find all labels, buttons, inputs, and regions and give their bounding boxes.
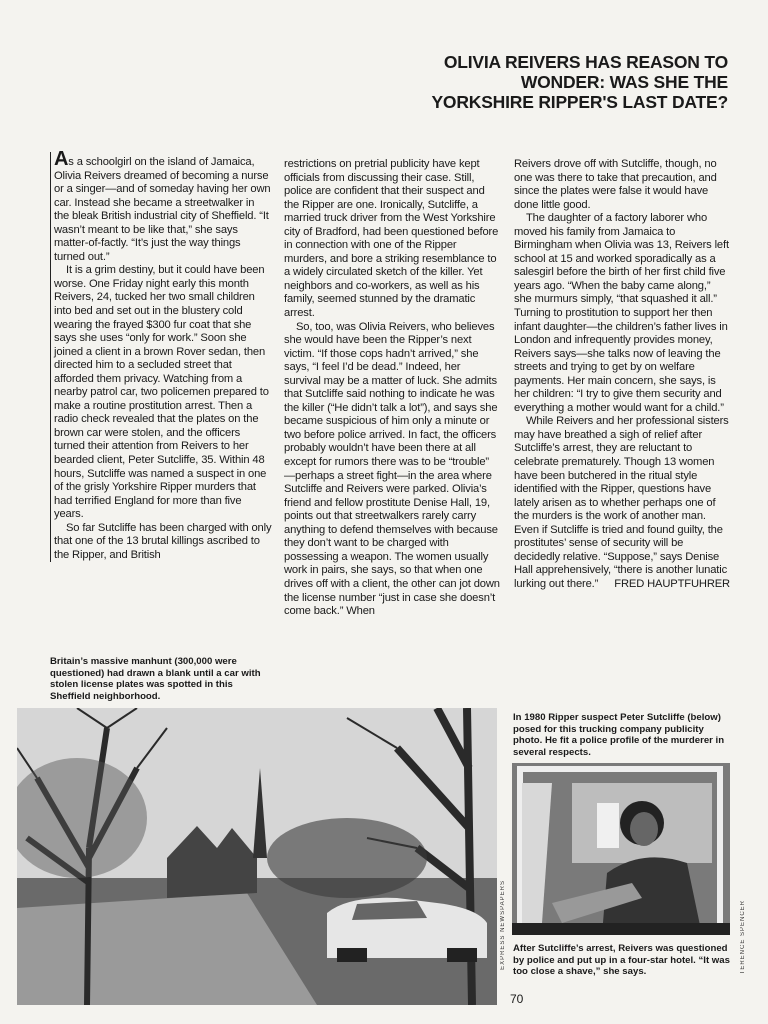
drop-cap: A [54,148,69,170]
article-paragraph [514,415,730,591]
article-column-3 [514,158,730,592]
street-scene-illustration [17,708,497,1005]
article-paragraph: The daughter of a factory laborer who moved his family from Jamaica to Birmingham when Olivia was 13, Reivers left school at 15 and worked sporadically as a salesgirl before the birth of her first child five years ago. “When the baby came along,” she murmurs simply, “that squashed it all.” Turning to prostitution to support her then infant daughter—the children’s father lives in London and infrequently provides money, Reivers says—she talks now of leaving the streets and trying to get by on welfare payments. Her main concern, she says, is her children: “I try to give them security and everything a mother would want for a child.” [514,212,729,414]
paragraph-text: s a schoolgirl on the island of Jamaica, Olivia Reivers dreamed of becoming a nurse or a singer—and of someday having her own car. Instead she became a streetwalker in the bleak British industrial city of Sheffield. “It wasn’t meant to be like that,” she says matter-of-factly. “It’s just the way things turned out.” [54,156,271,263]
photo-credit-street: EXPRESS NEWSPAPERS [500,880,506,970]
photo-credit-truck: TERENCE SPENCER [740,900,746,975]
street-photo [17,708,497,1005]
headline-line-3: YORKSHIRE RIPPER'S LAST DATE? [431,92,728,112]
byline: FRED HAUPTFUHRER [614,577,730,590]
headline-line-2: WONDER: WAS SHE THE [520,72,728,92]
article-paragraph: So far Sutcliffe has been charged with only that one of the 13 brutal killings ascribed to the Ripper, and British [54,521,272,561]
article-paragraph: Reivers drove off with Sutcliffe, though, no one was there to take that precaution, and since the plates were false it would have done little good. [514,158,717,211]
truck-photo [512,763,730,935]
article-paragraph: It is a grim destiny, but it could have been worse. One Friday night early this month Reivers, 24, tucked her two small children into bed and set out in the blustery cold wearing the frayed $300 fur coat that she says she uses “only for work.” Soon she joined a client in a brown Rover sedan, then directed him to a secluded street that afforded them privacy. Watching from a nearby patrol car, two policemen prepared to make a routine prostitution arrest. Then a radio check revealed that the plates on the brown car were stolen, and the officers turned their attention from Reivers to her bearded client, Peter Sutcliffe, 35. Within 48 hours, Sutcliffe was named a suspect in one of the grisly Yorkshire Ripper murders that had terrified England for more than five years. [54,264,269,521]
caption-street-photo: Britain’s massive manhunt (300,000 were questioned) had drawn a blank until a car with stolen license plates was spotted in this Sheffield neighborhood. [50,656,261,702]
article-paragraph: restrictions on pretrial publicity have kept officials from discussing their case. Still, police are confident that their suspect and the Ripper are one. Ironically, Sutcliffe, a married truck driver from the West Yorkshire city of Bradford, had been questioned before in connection with one of the Ripper murders, and bore a striking resemblance to a widely circulated sketch of the killer. Yet neighbors and co-workers, as well as his family, seemed stunned by the dramatic arrest. [284,158,499,320]
article-paragraph [54,148,272,264]
headline-line-1: OLIVIA REIVERS HAS REASON TO [443,52,728,72]
truck-cab-illustration [512,763,730,935]
article-column-2 [284,158,500,619]
headline [330,52,728,112]
caption-truck-photo-bottom: After Sutcliffe’s arrest, Reivers was questioned by police and put up in a four-star hotel. “It was too close a shave,” she says. [513,943,730,978]
paragraph-text: While Reivers and her professional sisters may have breathed a sigh of relief after Sutcliffe’s arrest, they are reluctant to celebrate prematurely. Though 13 women have been butchered in the ritual style identified with the Ripper, questions have lately arisen as to whether perhaps one of the murders is the work of another man. Even if Sutcliffe is tried and found guilty, the prostitutes’ sense of security will be decidedly relative. “Suppose,” says Denise Hall apprehensively, “there is another lunatic lurking out there.” [514,415,729,590]
page-number: 70 [510,992,524,1006]
article-column-1 [50,148,272,562]
article-paragraph: So, too, was Olivia Reivers, who believes she would have been the Ripper’s next victim. “If those cops hadn’t arrived,” she says, “I feel I’d be dead.” Indeed, her survival may be a matter of luck. She admits that Sutcliffe said nothing to indicate he was the killer (“He didn’t talk a lot”), and says she became suspicious of him only a minute or two before police arrived. In fact, the officers probably wouldn’t have been there at all except for rumors there was to be “trouble” —perhaps a street fight—in the area where Sutcliffe and Reivers were parked. Olivia’s friend and fellow prostitute Denise Hall, 19, points out that streetwalkers rarely carry anything to defend themselves with because they don’t want to be charged with possessing a weapon. The women usually work in pairs, she says, so that when one drives off with a client, the other can jot down the license number “just in case she doesn’t come back.” When [284,320,500,618]
caption-truck-photo-top: In 1980 Ripper suspect Peter Sutcliffe (below) posed for this trucking company publicity photo. He fit a police profile of the murderer in several respects. [513,712,725,758]
